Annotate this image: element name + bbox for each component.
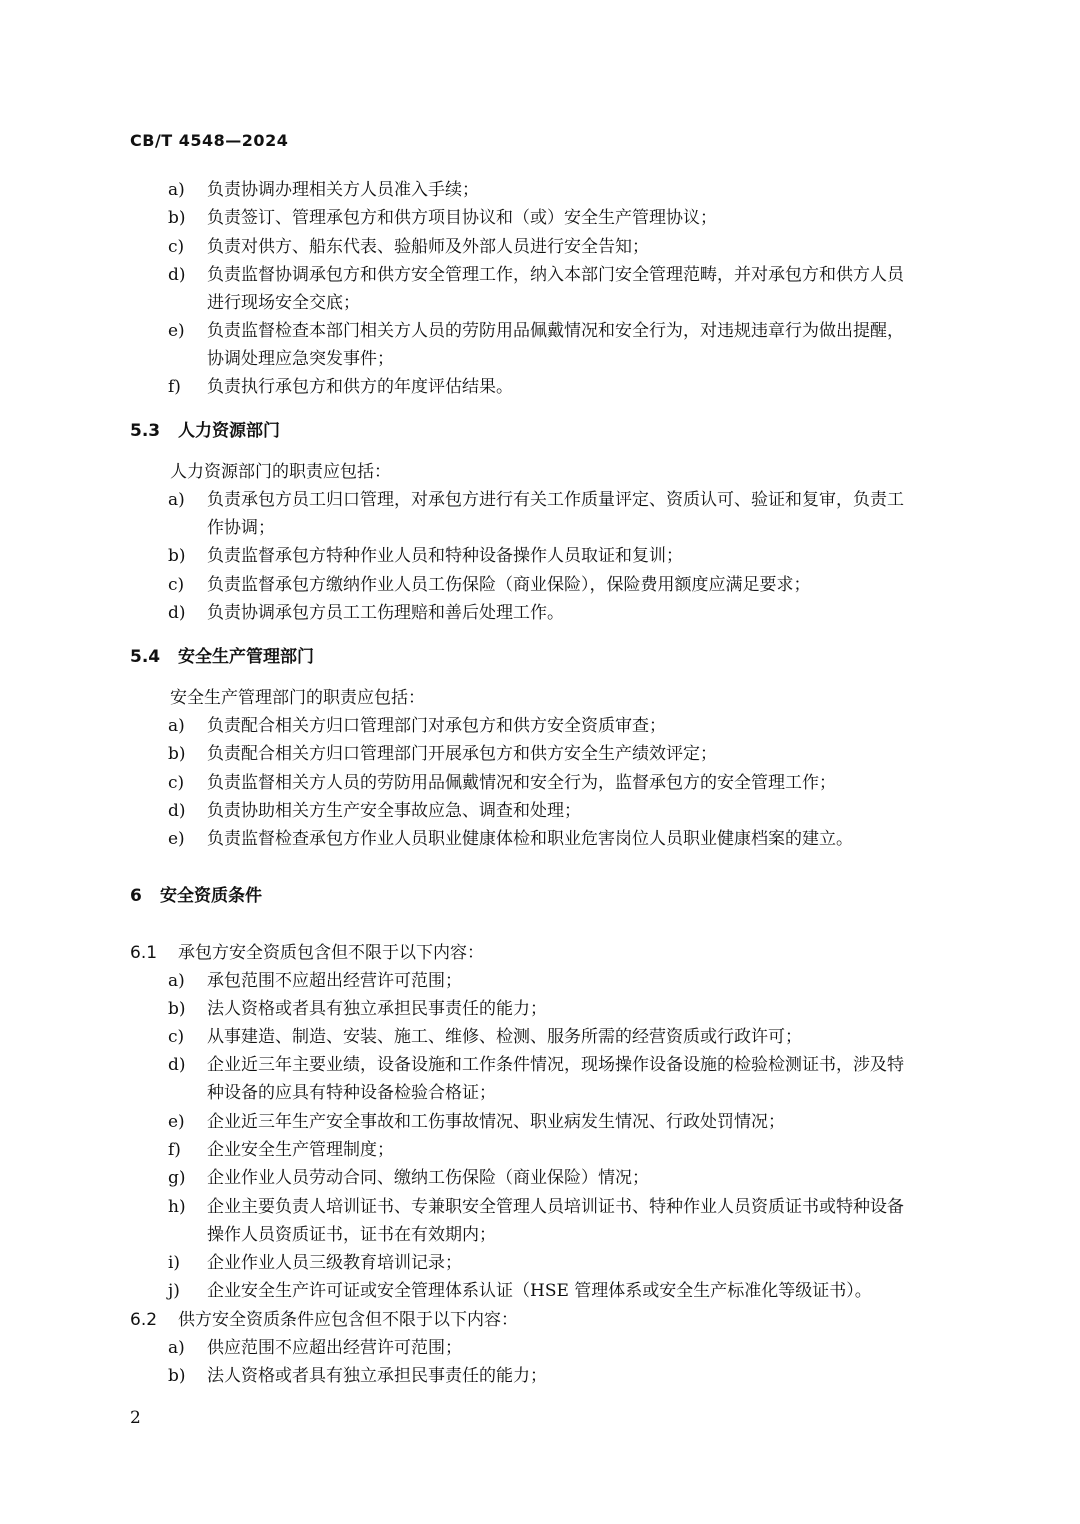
item-text: 企业作业人员劳动合同、缴纳工伤保险（商业保险）情况； [207, 1168, 649, 1188]
item-text: 负责协助相关方生产安全事故应急、调查和处理； [207, 801, 581, 821]
item-text: 负责协调办理相关方人员准入手续； [207, 180, 479, 200]
clause-text: 供方安全资质条件应包含但不限于以下内容： [178, 1310, 518, 1330]
section-intro: 人力资源部门的职责应包括： [170, 462, 391, 482]
list-item [130, 1168, 1030, 1188]
item-label: c) [168, 575, 185, 595]
item-label: a) [168, 180, 185, 200]
list-item [130, 801, 1030, 821]
list-item [130, 546, 1030, 566]
item-label: c) [168, 773, 185, 793]
item-text: 企业近三年生产安全事故和工伤事故情况、职业病发生情况、行政处罚情况； [207, 1112, 785, 1132]
item-text: 负责监督检查本部门相关方人员的劳防用品佩戴情况和安全行为，对违规违章行为做出提醒， [207, 321, 904, 341]
item-text: 负责监督承包方缴纳作业人员工伤保险（商业保险），保险费用额度应满足要求； [207, 575, 811, 595]
clause [0, 1310, 1080, 1330]
item-label: g) [168, 1168, 186, 1188]
item-label: a) [168, 716, 185, 736]
item-text-cont: 种设备的应具有特种设备检验合格证； [207, 1083, 496, 1103]
list-item [130, 265, 1030, 313]
list-item [130, 1055, 1030, 1103]
item-text: 负责承包方员工归口管理，对承包方进行有关工作质量评定、资质认可、验证和复审，负责工 [207, 490, 904, 510]
list-item [130, 603, 1030, 623]
item-label: a) [168, 971, 185, 991]
item-text: 企业作业人员三级教育培训记录； [207, 1253, 462, 1273]
item-label: i) [168, 1253, 181, 1273]
list-item [130, 744, 1030, 764]
list-item [130, 999, 1030, 1019]
section-heading [0, 647, 1080, 669]
clause-text: 承包方安全资质包含但不限于以下内容： [178, 943, 484, 963]
list-item [130, 829, 1030, 849]
item-label: b) [168, 999, 186, 1019]
item-label: c) [168, 1027, 185, 1047]
item-text: 企业安全生产许可证或安全管理体系认证（HSE 管理体系或安全生产标准化等级证书）。 [207, 1281, 872, 1301]
item-label: e) [168, 321, 185, 341]
item-text: 承包范围不应超出经营许可范围； [207, 971, 462, 991]
list-item [130, 1338, 1030, 1358]
list-item [130, 716, 1030, 736]
section-title: 人力资源部门 [178, 421, 280, 441]
item-text: 企业主要负责人培训证书、专兼职安全管理人员培训证书、特种作业人员资质证书或特种设备 [207, 1197, 904, 1217]
item-label: b) [168, 1366, 186, 1386]
list-item [130, 237, 1030, 257]
item-label: d) [168, 265, 186, 285]
item-label: e) [168, 1112, 185, 1132]
item-text: 负责签订、管理承包方和供方项目协议和（或）安全生产管理协议； [207, 208, 717, 228]
item-text: 负责协调承包方员工工伤理赔和善后处理工作。 [207, 603, 564, 623]
list-item [130, 1253, 1030, 1273]
item-text-cont: 协调处理应急突发事件； [207, 349, 394, 369]
chapter-heading [0, 886, 1080, 908]
item-text: 负责配合相关方归口管理部门开展承包方和供方安全生产绩效评定； [207, 744, 717, 764]
clause-number: 6.2 [130, 1310, 158, 1330]
list-item [130, 1140, 1030, 1160]
item-label: b) [168, 208, 186, 228]
item-text: 企业安全生产管理制度； [207, 1140, 394, 1160]
item-text-cont: 作协调； [207, 518, 275, 538]
list-item [130, 1197, 1030, 1245]
item-text: 从事建造、制造、安装、施工、维修、检测、服务所需的经营资质或行政许可； [207, 1027, 802, 1047]
list-item [130, 971, 1030, 991]
list-item [130, 1281, 1030, 1301]
item-label: b) [168, 546, 186, 566]
item-label: b) [168, 744, 186, 764]
list-item [130, 1366, 1030, 1386]
list-item [130, 208, 1030, 228]
list-item [130, 1027, 1030, 1047]
section-intro: 安全生产管理部门的职责应包括： [170, 688, 425, 708]
item-text: 负责监督协调承包方和供方安全管理工作，纳入本部门安全管理范畴，并对承包方和供方人员 [207, 265, 904, 285]
standard-code: CB/T 4548—2024 [130, 131, 289, 150]
item-text: 供应范围不应超出经营许可范围； [207, 1338, 462, 1358]
item-label: a) [168, 1338, 185, 1358]
item-text: 负责监督相关方人员的劳防用品佩戴情况和安全行为，监督承包方的安全管理工作； [207, 773, 836, 793]
item-label: f) [168, 377, 181, 397]
list-item [130, 377, 1030, 397]
list-item [130, 1112, 1030, 1132]
item-text: 负责配合相关方归口管理部门对承包方和供方安全资质审查； [207, 716, 666, 736]
section-number: 5.3 [130, 421, 161, 441]
list-item [130, 490, 1030, 538]
item-label: c) [168, 237, 185, 257]
item-text: 企业近三年主要业绩，设备设施和工作条件情况，现场操作设备设施的检验检测证书，涉及特 [207, 1055, 904, 1075]
item-text: 负责监督承包方特种作业人员和特种设备操作人员取证和复训； [207, 546, 683, 566]
item-text-cont: 进行现场安全交底； [207, 293, 360, 313]
item-label: e) [168, 829, 185, 849]
item-label: d) [168, 603, 186, 623]
section-heading [0, 421, 1080, 443]
list-item [130, 321, 1030, 369]
clause-number: 6.1 [130, 943, 158, 963]
item-text: 法人资格或者具有独立承担民事责任的能力； [207, 999, 547, 1019]
item-text: 负责监督检查承包方作业人员职业健康体检和职业危害岗位人员职业健康档案的建立。 [207, 829, 853, 849]
item-label: d) [168, 1055, 186, 1075]
list-item [130, 180, 1030, 200]
item-label: d) [168, 801, 186, 821]
item-label: h) [168, 1197, 186, 1217]
page-number: 2 [130, 1408, 141, 1428]
list-item [130, 773, 1030, 793]
item-text: 负责对供方、船东代表、验船师及外部人员进行安全告知； [207, 237, 649, 257]
item-label: a) [168, 490, 185, 510]
item-text: 法人资格或者具有独立承担民事责任的能力； [207, 1366, 547, 1386]
clause [0, 943, 1080, 963]
chapter-title: 安全资质条件 [160, 886, 262, 906]
list-item [130, 575, 1030, 595]
item-label: f) [168, 1140, 181, 1160]
chapter-number: 6 [130, 886, 142, 906]
item-label: j) [168, 1281, 180, 1301]
section-number: 5.4 [130, 647, 161, 667]
item-text: 负责执行承包方和供方的年度评估结果。 [207, 377, 513, 397]
item-text-cont: 操作人员资质证书，证书在有效期内； [207, 1225, 496, 1245]
section-title: 安全生产管理部门 [178, 647, 314, 667]
